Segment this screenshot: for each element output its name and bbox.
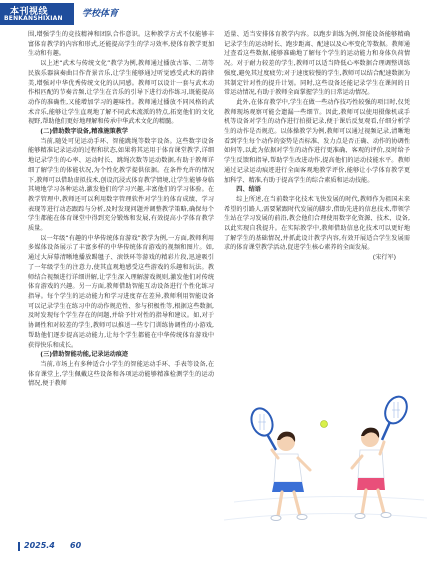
- brand-pinyin: BENKANSHIXIAN: [4, 15, 63, 22]
- brand-badge: [0, 3, 74, 25]
- paragraph: 综上所述,在当前数字化技术飞快发展的时代,教师作为祖国未来希望的引路人,需要紧跟时代发展的脚步,借助先进的信息技术,带领学生站在学习发展的前沿,教会他们合理使用数字化资源、技术、设备,以此实现自我提升。在实际教学中,教师借助信息化技术可以更好地了解学生的基础情况,并抓此设计教学内容,有效开展适合学生发展需求的体育课堂教学活动,促进学生核心素养的全面发展。: [224, 195, 410, 252]
- tennis-ball-icon: [321, 421, 328, 428]
- tennis-kids-illustration: [224, 370, 427, 530]
- girl-with-racket-figure: [248, 405, 310, 520]
- paragraph: 适量、适当安排体育教学内容。以跑步训练为例,智能设备能够精确记录学生的运动时长、跑步距离、配速以及心率变化等数据。教师通过查看这些数据,能够准确地了解每个学生的运动能力和身体负荷情况。对于耐力较差的学生,教师可以适当降低心率数据合理调整训练强度,避免其过度疲劳;对于速度较慢的学生,教师可以结合配速数据为其制定针对性的提升计划。同时,这些设备还能记录学生在课间的日常运动情况,有助于教师全面掌握学生的日常运动情况。: [224, 31, 410, 97]
- paragraph: 以上述“武术与传统文化”教学为例,教师通过播放古筝、二胡等民族乐器演奏曲目作背景音乐,让学生能够通过听觉感受武术的韵律美,增强对中华优秀传统文化的认同感。教师可以设计一套与武术动作相匹配的节奏音频,让学生在音乐的引导下进行动作练习,既能提高动作的准确性,又能增加学习的趣味性。教师通过播放不同风格的武术音乐,能够让学生直观地了解不同武术流派的特点,拓宽他们的文化视野,帮助他们更好地理解和传承中华武术文化的精髓。: [28, 60, 214, 126]
- page-number: 60: [70, 541, 82, 550]
- left-column: [28, 30, 214, 389]
- section-heading: 四、结语: [236, 186, 261, 194]
- footer-accent-bar: [18, 542, 20, 551]
- boy-with-racket-figure: [352, 393, 411, 518]
- paragraph: 围,增强学生的竞技精神和团队合作意识。这种教学方式不仅能够丰富体育教学的内容和形式,还能提高学生的学习效率,使体育教学更加生动和有趣。: [28, 31, 214, 58]
- paragraph: 此外,在体育教学中,学生在做一些动作技巧性较强的项目时,仅凭教师现场观察可能会遗漏一些细节。因此,教师可以使用摄像机或手机等设备对学生的动作进行拍摄记录,便于课后反复观看,仔细分析学生的动作是否规范。以体操教学为例,教师可以通过视频记录,清晰地看到学生每个动作的姿势是否标准、发力点是否正确、动作的协调性如何等,以此为依据对学生的动作进行更准确、客观的评价,及时给予学生反馈和指导,帮助学生改进动作,提高他们的运动技能水平。教师通过记录运动痕迹进行全面客观地教学评价,能够让小学体育教学更加科学、精准,有助于提高学生的综合素质和运动技能。: [224, 98, 410, 184]
- paragraph: 以一年级“有趣的中华传统体育游戏”教学为例,一方面,教师利用多媒体设备展示了丰富多样的中华传统体育游戏的视频和图片。如,通过大屏幕清晰地播放踢毽子、滚铁环等游戏的精彩片段,迅速吸引了一年级学生的注意力,使其直观地感受这些游戏的乐趣和玩法。教师结合视频进行详细讲解,让学生深入理解游戏规则,激发他们对传统体育游戏的兴趣。另一方面,教师借助智能互动设备进行个性化练习指导。每个学生的运动能力和学习进度存在差异,教师利用智能设备可以记录学生在练习中的动作规范性、参与积极性等,根据这些数据,及时发现每个学生存在的问题,并给予针对性的指导和建议。如,对于协调性和对较差的学生,教师可以推送一些专门训练协调性的小游戏,帮助他们逐步提高运动能力,让每个学生都能在中华传统体育游戏中获得快乐和成长。: [28, 234, 214, 349]
- section-heading: (三)借助智能功能,记录运动痕迹: [40, 351, 129, 359]
- paragraph: 当前,市场上有多种适合小学生的智能运动手环、手表等设备,在体育课堂上,学生佩戴这些设备和各项运动能够精准检测学生的运动情况,便于教师: [28, 360, 214, 388]
- brand-title: 本刊视线: [10, 7, 49, 17]
- page-header: [0, 0, 427, 26]
- right-column: [224, 30, 410, 263]
- page-footer: [0, 538, 427, 566]
- issue-number: 2025.4: [24, 541, 55, 550]
- court-lines-decoration: [224, 496, 427, 520]
- author-signature: (宋行军): [372, 254, 396, 262]
- column-label: 学校体育: [82, 9, 119, 19]
- paragraph: 当前,随处可见运动手环、智能跳绳等数字设备。这些数字设备能够精准记录运动的过程和状态,如果将其运用于体育课堂教学,详细地记录学生的心率、运动时长、跳绳次数等运动数据,有助于教师详细了解学生的体能状况,为个性化教学提供依据。在条件允许的情况下,教师可以借助虚拟技术,创设沉浸式体育教学情境,让学生能够身临其境地学习各种运动,激发他们的学习兴趣,丰富他们的学习体验。在教学管理中,教师还可以利用数字管理软件对学生的体育成绩、学习表现等进行动态跟踪与分析,及时发现问题并调整教学策略,确保每个学生都能在体育课堂中得到充分锻炼和发展,有效提高小学体育教学质量。: [28, 137, 214, 233]
- section-heading: (二)借助数字设备,精准施策教学: [40, 128, 129, 136]
